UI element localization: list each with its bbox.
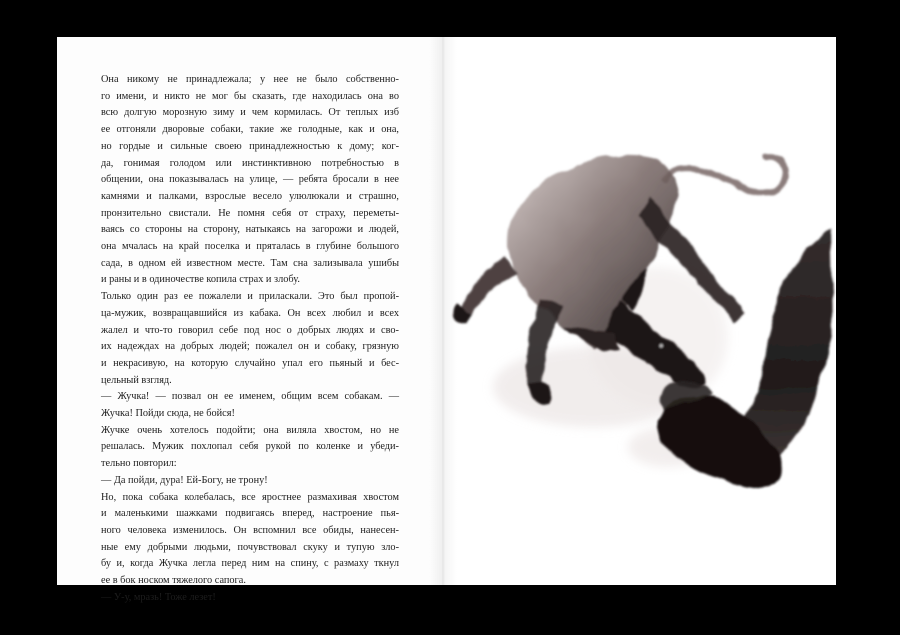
text-line: Жучка! Пойди сюда, не бойся! bbox=[101, 408, 235, 420]
text-line: всю долгую морозную зиму и чем кормилась. От теплых изб bbox=[101, 107, 399, 119]
story-text bbox=[101, 72, 399, 607]
text-line: бу и, когда Жучка легла перед ним на спину, с размаху ткнул bbox=[101, 558, 399, 570]
text-line: камнями и палками, взрослые весело улюлюкали и страшно, bbox=[101, 190, 399, 202]
text-line: Только один раз ее пожалели и приласкали. Это был пропой- bbox=[101, 291, 399, 303]
ink-wash-dog-and-boot-illustration bbox=[443, 37, 836, 585]
text-line: общении, она показывалась на улице, — ребята бросали в нее bbox=[101, 174, 399, 186]
text-line: пронзительно свистали. Не помня себя от страху, переметы- bbox=[101, 207, 399, 219]
text-line: и некрасивую, на которую случайно упал его пьяный и бес- bbox=[101, 357, 399, 369]
text-line: цельный взгляд. bbox=[101, 374, 172, 386]
text-line: ные ему добрыми людьми, почувствовал скуку и тупую зло- bbox=[101, 541, 399, 553]
text-line: ваясь со стороны на сторону, натыкаясь на загорожи и людей, bbox=[101, 224, 399, 236]
right-page bbox=[443, 37, 836, 585]
text-line: и маленькими шажками подвигаясь вперед, настроение пья- bbox=[101, 508, 399, 520]
book-spread bbox=[57, 37, 836, 603]
text-line: — Жучка! — позвал он ее именем, общим всем собакам. — bbox=[101, 391, 399, 403]
text-line: сада, в одном ей известном месте. Там сна зализывала ушибы bbox=[101, 257, 399, 269]
left-page bbox=[57, 37, 443, 603]
text-line: Но, пока собака колебалась, все яростнее размахивая хвостом bbox=[101, 491, 399, 503]
text-line: и раны и в одиночестве копила страх и злобу. bbox=[101, 274, 300, 286]
text-line: но гордые и сильные своею принадлежностью к дому; ког- bbox=[101, 140, 399, 152]
text-line: Она никому не принадлежала; у нее не было собственно- bbox=[101, 74, 399, 85]
text-line: ее в бок носком тяжелого сапога. bbox=[101, 575, 246, 587]
text-line: Жучке очень хотелось подойти; она виляла хвостом, но не bbox=[101, 424, 399, 436]
text-line: ного человека изменилось. Он вспомнил все обиды, нанесен- bbox=[101, 524, 399, 536]
text-line: ее отгоняли дворовые собаки, такие же голодные, как и она, bbox=[101, 124, 399, 136]
text-line: го имени, и никто не мог бы сказать, где находилась она во bbox=[101, 90, 399, 102]
text-line: их надеждах на добрых людей; пожалел он и собаку, грязную bbox=[101, 341, 399, 353]
text-line: тельно повторил: bbox=[101, 458, 177, 470]
text-line: жалел и что-то говорил себе под нос о добрых людях и сво- bbox=[101, 324, 399, 336]
text-line: — У-у, мразь! Тоже лезет! bbox=[101, 591, 216, 603]
text-line: да, гонимая голодом или инстинктивною потребностью в bbox=[101, 157, 399, 169]
text-line: она мчалась на край поселка и пряталась в глубине большого bbox=[101, 241, 399, 253]
text-line: решалась. Мужик похлопал себя рукой по коленке и убеди- bbox=[101, 441, 399, 453]
text-line: ца-мужик, возвращавшийся из кабака. Он всех любил и всех bbox=[101, 307, 399, 319]
text-line: — Да пойди, дура! Ей-Богу, не трону! bbox=[101, 474, 268, 486]
